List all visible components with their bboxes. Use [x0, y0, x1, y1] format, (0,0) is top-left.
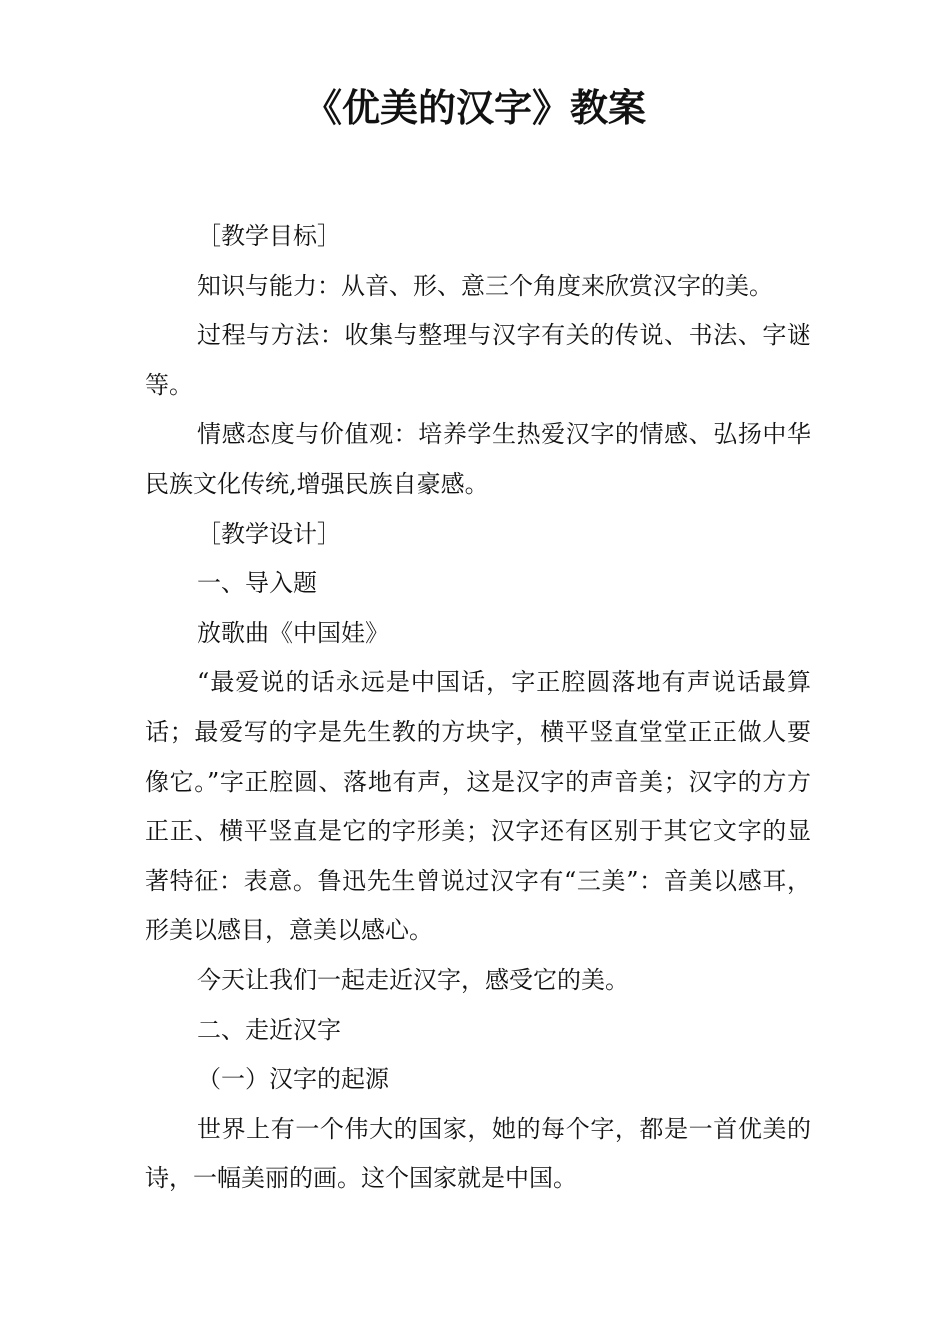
- objective-process: 过程与方法：收集与整理与汉字有关的传说、书法、字谜等。: [145, 321, 811, 399]
- objective-emotion: 情感态度与价值观：培养学生热爱汉字的情感、弘扬中华民族文化传统,增强民族自豪感。: [145, 420, 811, 498]
- song-paragraph: 放歌曲《中国娃》: [197, 618, 389, 647]
- objective-knowledge: 知识与能力：从音、形、意三个角度来欣赏汉字的美。: [197, 271, 773, 300]
- lyrics-paragraph: “最爱说的话永远是中国话，字正腔圆落地有声说话最算话；最爱写的字是先生教的方块字，横平竖直堂堂正正做人要像它。”字正腔圆、落地有声，这是汉字的声音美；汉字的方方正正、横平竖直是它的字形美；汉字还有区别于其它文字的显著特征：表意。鲁迅先生曾说过汉字有“三美”：音美以感耳，形美以感目，意美以感心。: [145, 668, 811, 945]
- origin-subheading: （一）汉字的起源: [197, 1065, 389, 1094]
- document-title: 《优美的汉字》教案: [303, 85, 646, 130]
- document-body: [145, 212, 811, 1204]
- section-heading-design: ［教学设计］: [197, 519, 341, 548]
- origin-paragraph: 世界上有一个伟大的国家，她的每个字，都是一首优美的诗，一幅美丽的画。这个国家就是中国。: [145, 1114, 811, 1193]
- today-paragraph: 今天让我们一起走近汉字，感受它的美。: [197, 965, 629, 994]
- part-one-heading: 一、导入题: [197, 569, 317, 598]
- section-heading-objectives: ［教学目标］: [197, 222, 341, 250]
- part-two-heading: 二、走近汉字: [197, 1015, 341, 1044]
